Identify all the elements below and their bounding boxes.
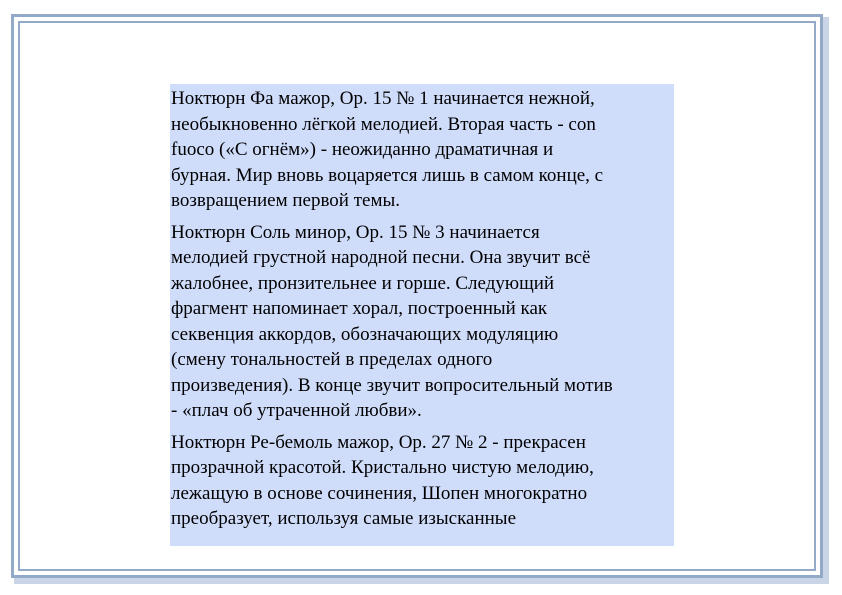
paragraph-nocturne-f-major	[171, 86, 674, 214]
text-box	[170, 84, 674, 546]
text-line: лежащую в основе сочинения, Шопен многократно	[171, 482, 588, 504]
text-line: возвращением первой темы.	[171, 190, 400, 211]
text-line: Ноктюрн Соль минор, Ор. 15 № 3 начинается	[171, 221, 540, 243]
text-line: жалобнее, пронзительнее и горше. Следующий	[171, 272, 555, 294]
text-line: - «плач об утраченной любви».	[171, 400, 422, 421]
text-line: фрагмент напоминает хорал, построенный как	[171, 298, 548, 319]
slide-shadow	[14, 578, 829, 584]
text-line: произведения). В конце звучит вопросительный мотив	[171, 374, 613, 396]
paragraph-nocturne-g-minor	[171, 220, 674, 424]
slide-shadow	[823, 17, 829, 581]
text-line: необыкновенно лёгкой мелодией. Вторая часть - con	[171, 113, 596, 135]
text-line: бурная. Мир вновь воцаряется лишь в самом конце, с	[171, 164, 604, 186]
text-line: (смену тональностей в пределах одного	[171, 349, 493, 370]
text-line: преобразует, используя самые изысканные	[171, 508, 517, 529]
text-line: Ноктюрн Фа мажор, Ор. 15 № 1 начинается нежной,	[171, 88, 595, 109]
text-line: прозрачной красотой. Кристально чистую мелодию,	[171, 457, 594, 478]
paragraph-nocturne-d-flat-major	[171, 430, 674, 532]
text-line: секвенция аккордов, обозначающих модуляцию	[171, 323, 559, 345]
text-line: fuoco («С огнём») - неожиданно драматичная и	[171, 139, 554, 160]
text-line: мелодией грустной народной песни. Она звучит всё	[171, 247, 591, 268]
text-line: Ноктюрн Ре-бемоль мажор, Ор. 27 № 2 - прекрасен	[171, 431, 586, 453]
